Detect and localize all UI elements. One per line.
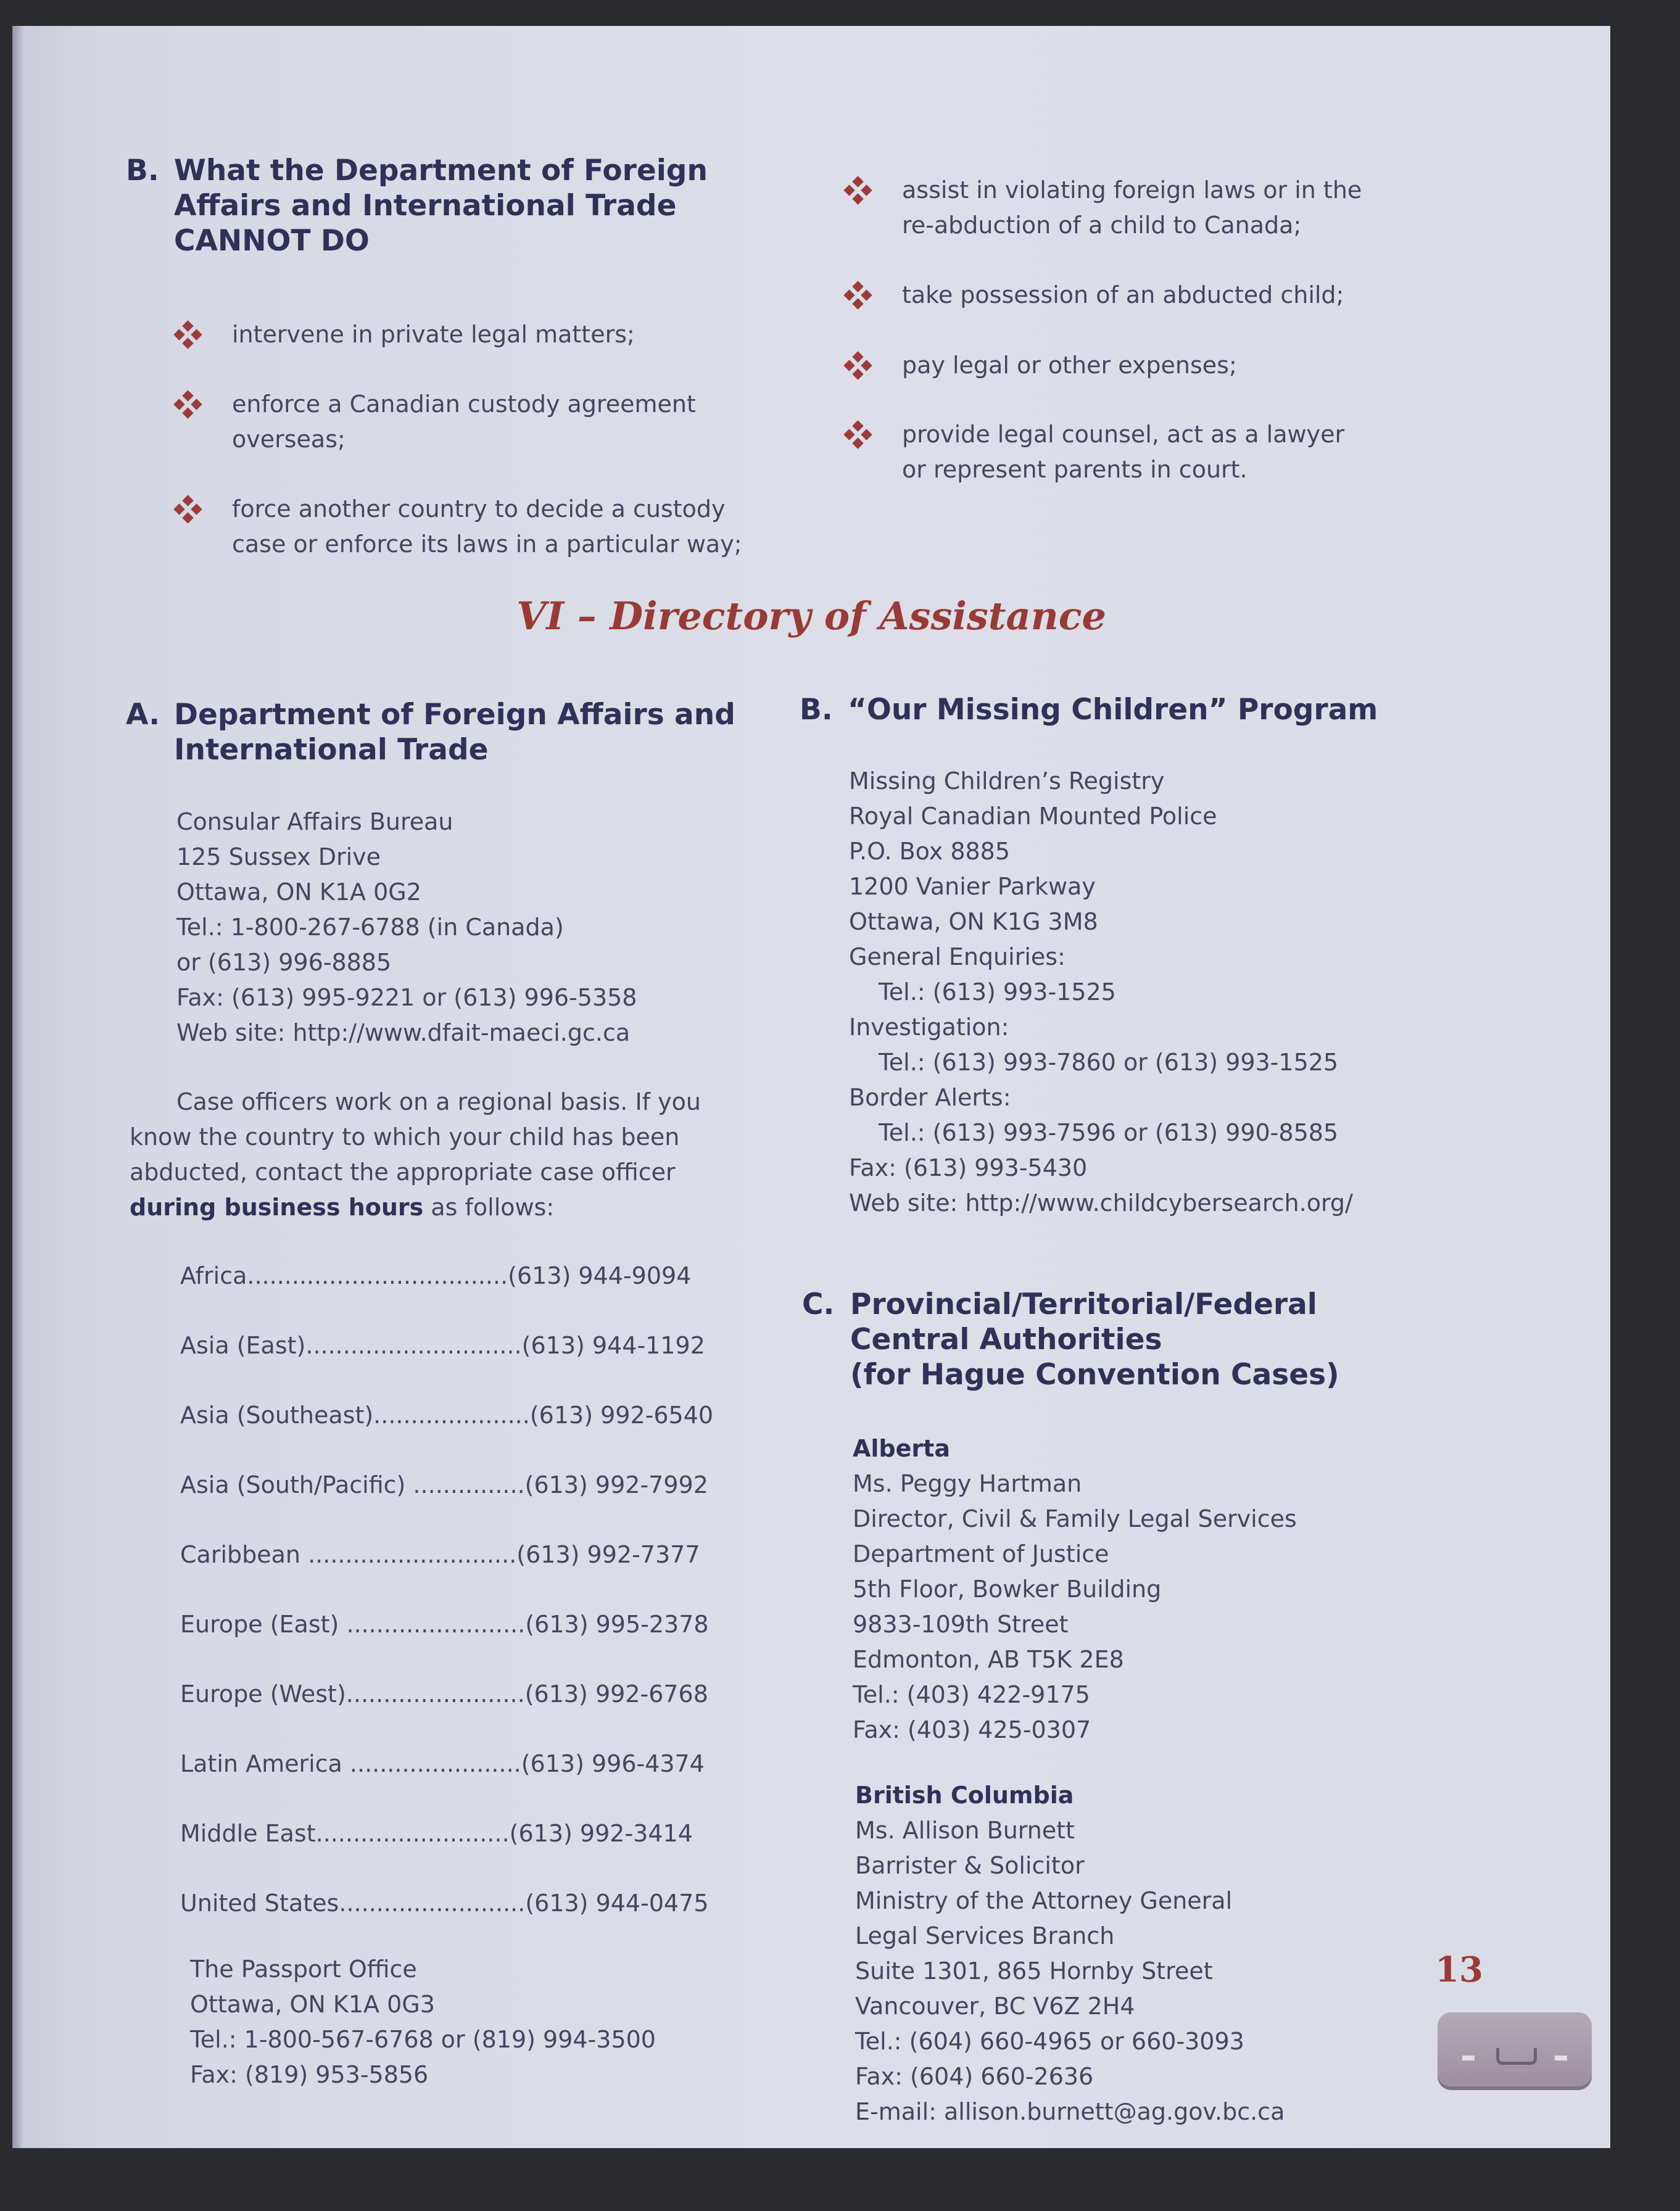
missing-children-contacts [849, 764, 1353, 1221]
bullet-line: intervene in private legal matters; [232, 321, 635, 348]
region-row [180, 1258, 691, 1294]
bullet-line: take possession of an abducted child; [902, 281, 1344, 308]
heading-line: Central Authorities [850, 1323, 1162, 1357]
dfait-heading [126, 697, 735, 767]
heading-line: (for Hague Convention Cases) [850, 1358, 1339, 1392]
bullet-line: pay legal or other expenses; [902, 352, 1237, 379]
british-columbia-block [855, 1778, 1285, 2130]
bullet-line: force another country to decide a custody [232, 495, 726, 523]
contact-line: Tel.: (613) 993-1525 [879, 978, 1116, 1006]
contact-line: Department of Justice [853, 1540, 1109, 1568]
region-name: Caribbean [180, 1541, 308, 1568]
contact-line: Vancouver, BC V6Z 2H4 [855, 1993, 1135, 2020]
contact-line: P.O. Box 8885 [849, 838, 1011, 865]
email-line: E-mail: allison.burnett@ag.gov.bc.ca [855, 2098, 1285, 2125]
region-phone: (613) 992-3414 [509, 1820, 693, 1847]
region-phone: (613) 944-9094 [508, 1262, 692, 1289]
suitcase-icon [1438, 2012, 1592, 2086]
contact-line: Tel.: (613) 993-7860 or (613) 993-1525 [879, 1049, 1339, 1076]
contact-line: Ministry of the Attorney General [855, 1887, 1233, 1914]
region-row [180, 1816, 693, 1851]
region-name: Africa [180, 1262, 247, 1289]
leader-dots: .......................... [315, 1820, 510, 1847]
region-phone: (613) 996-4374 [521, 1750, 705, 1777]
region-phone: (613) 944-1192 [521, 1332, 705, 1359]
diamond-bullet-icon [174, 495, 202, 524]
region-phone: (613) 995-2378 [525, 1611, 709, 1638]
leader-dots: ..................... [373, 1402, 530, 1429]
leader-dots: ............................. [305, 1332, 522, 1359]
region-row [180, 1607, 709, 1642]
directory-title: VI – Directory of Assistance [516, 593, 1106, 639]
diamond-bullet-icon [844, 176, 872, 205]
fax-line: Fax: (613) 995-9221 or (613) 996-5358 [176, 984, 637, 1011]
page-number: 13 [1435, 1949, 1483, 1990]
region-row [180, 1328, 705, 1363]
diamond-bullet-icon [844, 421, 872, 449]
contact-line: General Enquiries: [849, 943, 1066, 970]
phone-line: Tel.: 1-800-267-6788 (in Canada) [176, 914, 564, 941]
central-authorities-heading [802, 1287, 1339, 1392]
section-b-cannot-heading [126, 153, 708, 258]
bullet-line: or represent parents in court. [902, 456, 1248, 483]
region-row [180, 1468, 708, 1503]
region-phone: (613) 992-6540 [529, 1402, 714, 1429]
page-spine-shadow [12, 26, 23, 2148]
region-name: Latin America [180, 1750, 350, 1777]
heading-line: “Our Missing Children” Program [848, 693, 1378, 727]
region-phone: (613) 944-0475 [525, 1890, 709, 1917]
bullet-item [174, 492, 742, 562]
leader-dots: ......................... [339, 1890, 526, 1917]
address-line: 125 Sussex Drive [176, 843, 381, 870]
bullet-item [174, 387, 696, 457]
heading-line: Department of Foreign Affairs and [174, 698, 735, 732]
passport-line: Tel.: 1-800-567-6768 or (819) 994-3500 [190, 2026, 656, 2053]
contact-line: Ms. Allison Burnett [855, 1817, 1075, 1844]
diamond-bullet-icon [174, 321, 202, 349]
contact-line: 5th Floor, Bowker Building [853, 1576, 1162, 1603]
leader-dots: ................................... [247, 1262, 508, 1289]
region-phone: (613) 992-6768 [524, 1680, 708, 1708]
section-letter: B. [126, 154, 159, 188]
leader-dots: ............... [413, 1471, 525, 1498]
contact-line: Edmonton, AB T5K 2E8 [853, 1646, 1124, 1673]
region-name: Europe (East) [180, 1611, 347, 1638]
contact-line: Tel.: (604) 660-4965 or 660-3093 [855, 2028, 1244, 2055]
address-line: Consular Affairs Bureau [176, 808, 453, 835]
contact-line: Barrister & Solicitor [855, 1852, 1085, 1879]
region-name: United States [180, 1890, 339, 1917]
region-phone: (613) 992-7992 [524, 1471, 708, 1498]
region-name: Middle East [180, 1820, 316, 1847]
missing-children-heading [800, 692, 1378, 727]
leader-dots: ....................... [349, 1750, 521, 1777]
bullet-item [174, 317, 635, 352]
contact-line: Director, Civil & Family Legal Services [853, 1505, 1297, 1532]
contact-line: Suite 1301, 865 Hornby Street [855, 1957, 1213, 1985]
contact-line: Tel.: (403) 422-9175 [853, 1681, 1090, 1708]
section-letter: C. [802, 1287, 835, 1321]
paragraph-tail: as follows: [423, 1194, 555, 1221]
bullet-item [844, 278, 1344, 313]
contact-line: Web site: http://www.childcybersearch.org/ [849, 1189, 1353, 1217]
contact-line: Investigation: [849, 1014, 1009, 1041]
region-row [180, 1746, 705, 1782]
contact-line: Ms. Peggy Hartman [853, 1470, 1082, 1497]
contact-line: Tel.: (613) 993-7596 or (613) 990-8585 [879, 1119, 1339, 1146]
passport-office-block [190, 1952, 656, 2093]
business-hours-emphasis: during business hours [130, 1194, 424, 1221]
region-phone: (613) 992-7377 [516, 1541, 700, 1568]
diamond-bullet-icon [174, 391, 202, 419]
paragraph-line: Case officers work on a regional basis. If you [176, 1088, 701, 1115]
passport-line: Fax: (819) 953-5856 [190, 2061, 429, 2088]
leader-dots: ........................ [346, 1611, 526, 1638]
heading-line: CANNOT DO [174, 224, 370, 258]
contact-line: Fax: (613) 993-5430 [849, 1154, 1088, 1181]
section-letter: B. [800, 693, 833, 727]
bullet-line: re-abduction of a child to Canada; [902, 212, 1302, 239]
region-row [180, 1677, 708, 1712]
bullet-line: case or enforce its laws in a particular way; [232, 531, 742, 558]
diamond-bullet-icon [844, 352, 872, 380]
diamond-bullet-icon [844, 281, 872, 310]
contact-line: Fax: (604) 660-2636 [855, 2063, 1094, 2090]
paragraph-line [130, 1190, 701, 1225]
case-officers-paragraph [130, 1085, 701, 1225]
region-row [180, 1398, 713, 1433]
leader-dots: ............................ [308, 1541, 517, 1568]
heading-line: Affairs and International Trade [174, 189, 677, 223]
website-line: Web site: http://www.dfait-maeci.gc.ca [176, 1019, 631, 1046]
bullet-item [844, 348, 1237, 383]
bullet-line: assist in violating foreign laws or in the [902, 176, 1362, 204]
contact-line: Missing Children’s Registry [849, 767, 1165, 795]
leader-dots: ........................ [346, 1680, 525, 1708]
phone-line: or (613) 996-8885 [176, 949, 392, 976]
contact-line: Fax: (403) 425-0307 [853, 1716, 1091, 1743]
heading-line: What the Department of Foreign [174, 154, 708, 188]
region-row [180, 1537, 700, 1572]
province-name: Alberta [853, 1435, 950, 1462]
contact-line: 1200 Vanier Parkway [849, 873, 1096, 900]
document-page [12, 26, 1610, 2148]
heading-line: Provincial/Territorial/Federal [850, 1287, 1317, 1321]
dfait-address [176, 804, 637, 1051]
passport-line: Ottawa, ON K1A 0G3 [190, 1991, 435, 2018]
paragraph-line: abducted, contact the appropriate case officer [130, 1159, 676, 1186]
region-name: Asia (East) [180, 1332, 306, 1359]
bullet-line: enforce a Canadian custody agreement [232, 391, 696, 418]
passport-line: The Passport Office [190, 1956, 417, 1983]
region-name: Europe (West) [180, 1680, 346, 1708]
section-letter: A. [126, 698, 160, 732]
contact-line: Royal Canadian Mounted Police [849, 803, 1217, 830]
contact-line: 9833-109th Street [853, 1611, 1069, 1638]
heading-line: International Trade [174, 733, 489, 767]
province-name: British Columbia [855, 1782, 1074, 1809]
contact-line: Ottawa, ON K1G 3M8 [849, 908, 1098, 935]
bullet-line: overseas; [232, 426, 346, 453]
bullet-line: provide legal counsel, act as a lawyer [902, 421, 1345, 448]
contact-line: Legal Services Branch [855, 1922, 1115, 1949]
region-name: Asia (Southeast) [180, 1402, 374, 1429]
region-name: Asia (South/Pacific) [180, 1471, 413, 1498]
contact-line: Border Alerts: [849, 1084, 1011, 1111]
region-row [180, 1886, 709, 1921]
bullet-item [844, 417, 1344, 487]
alberta-block [853, 1431, 1297, 1748]
bullet-item [844, 173, 1362, 243]
address-line: Ottawa, ON K1A 0G2 [176, 878, 421, 906]
paragraph-line: know the country to which your child has been [130, 1123, 680, 1151]
